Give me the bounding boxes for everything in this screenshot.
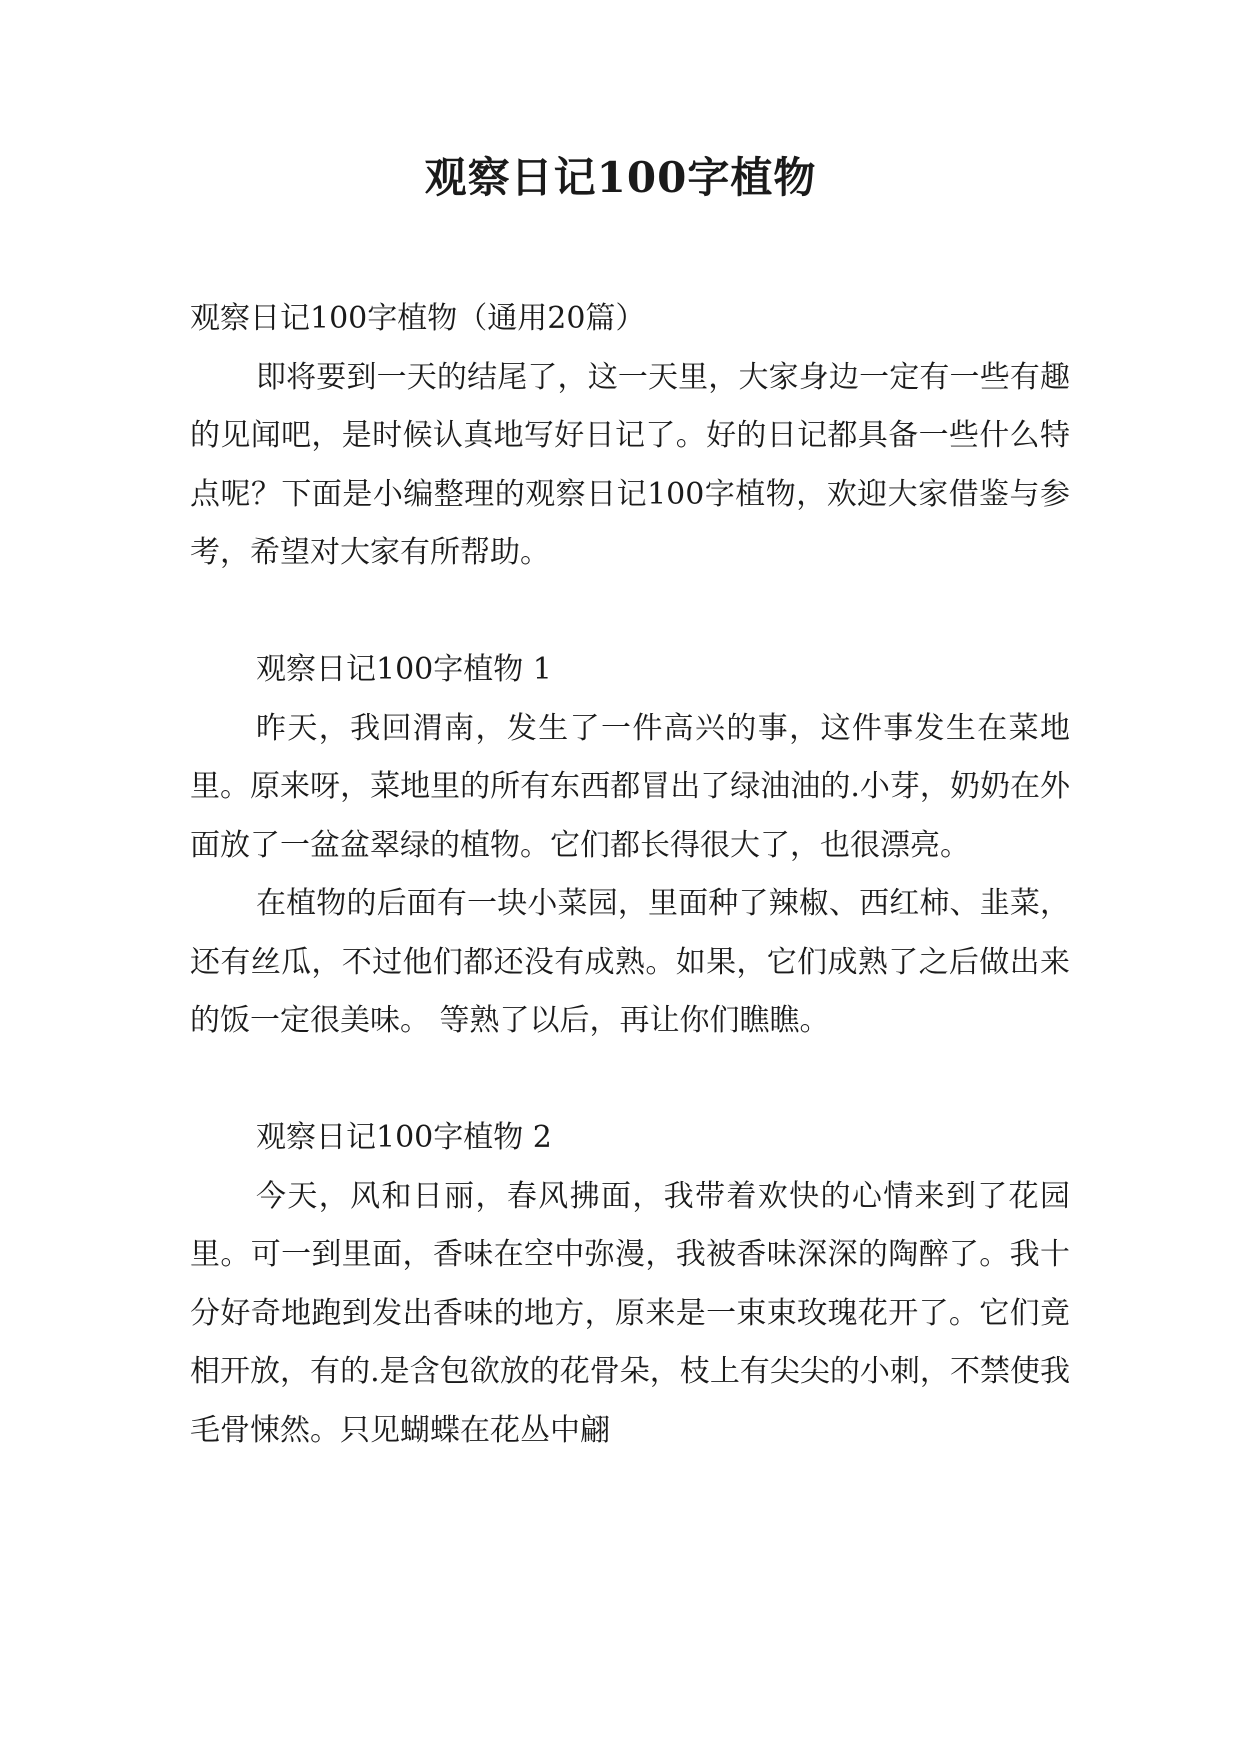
- section-paragraph: 在植物的后面有一块小菜园，里面种了辣椒、西红柿、韭菜，还有丝瓜，不过他们都还没有成熟。如果，它们成熟了之后做出来的饭一定很美味。 等熟了以后，再让你们瞧瞧。: [190, 886, 1070, 1038]
- section-paragraph: 昨天，我回渭南，发生了一件高兴的事，这件事发生在菜地里。原来呀，菜地里的所有东西都冒出了绿油油的.小芽，奶奶在外面放了一盆盆翠绿的植物。它们都长得很大了，也很漂亮。: [190, 710, 1070, 863]
- document-body: [190, 290, 1070, 1460]
- section-spacer: [190, 583, 1070, 642]
- document-title: 观察日记100字植物: [424, 153, 817, 202]
- document-subtitle: 观察日记100字植物（通用20篇）: [190, 301, 646, 336]
- section-spacer: [190, 1051, 1070, 1110]
- section-heading: 观察日记100字植物 1: [256, 652, 552, 687]
- section-heading: 观察日记100字植物 2: [256, 1120, 552, 1155]
- section-paragraph: 今天，风和日丽，春风拂面，我带着欢快的心情来到了花园里。可一到里面，香味在空中弥漫，我被香味深深的陶醉了。我十分好奇地跑到发出香味的地方，原来是一束束玫瑰花开了。它们竟相开放，有的.是含包欲放的花骨朵，枝上有尖尖的小刺，不禁使我毛骨悚然。只见蝴蝶在花丛中翩: [190, 1178, 1070, 1448]
- intro-paragraph: 即将要到一天的结尾了，这一天里，大家身边一定有一些有趣的见闻吧，是时候认真地写好日记了。好的日记都具备一些什么特点呢？下面是小编整理的观察日记100字植物，欢迎大家借鉴与参考，希望对大家有所帮助。: [190, 359, 1070, 570]
